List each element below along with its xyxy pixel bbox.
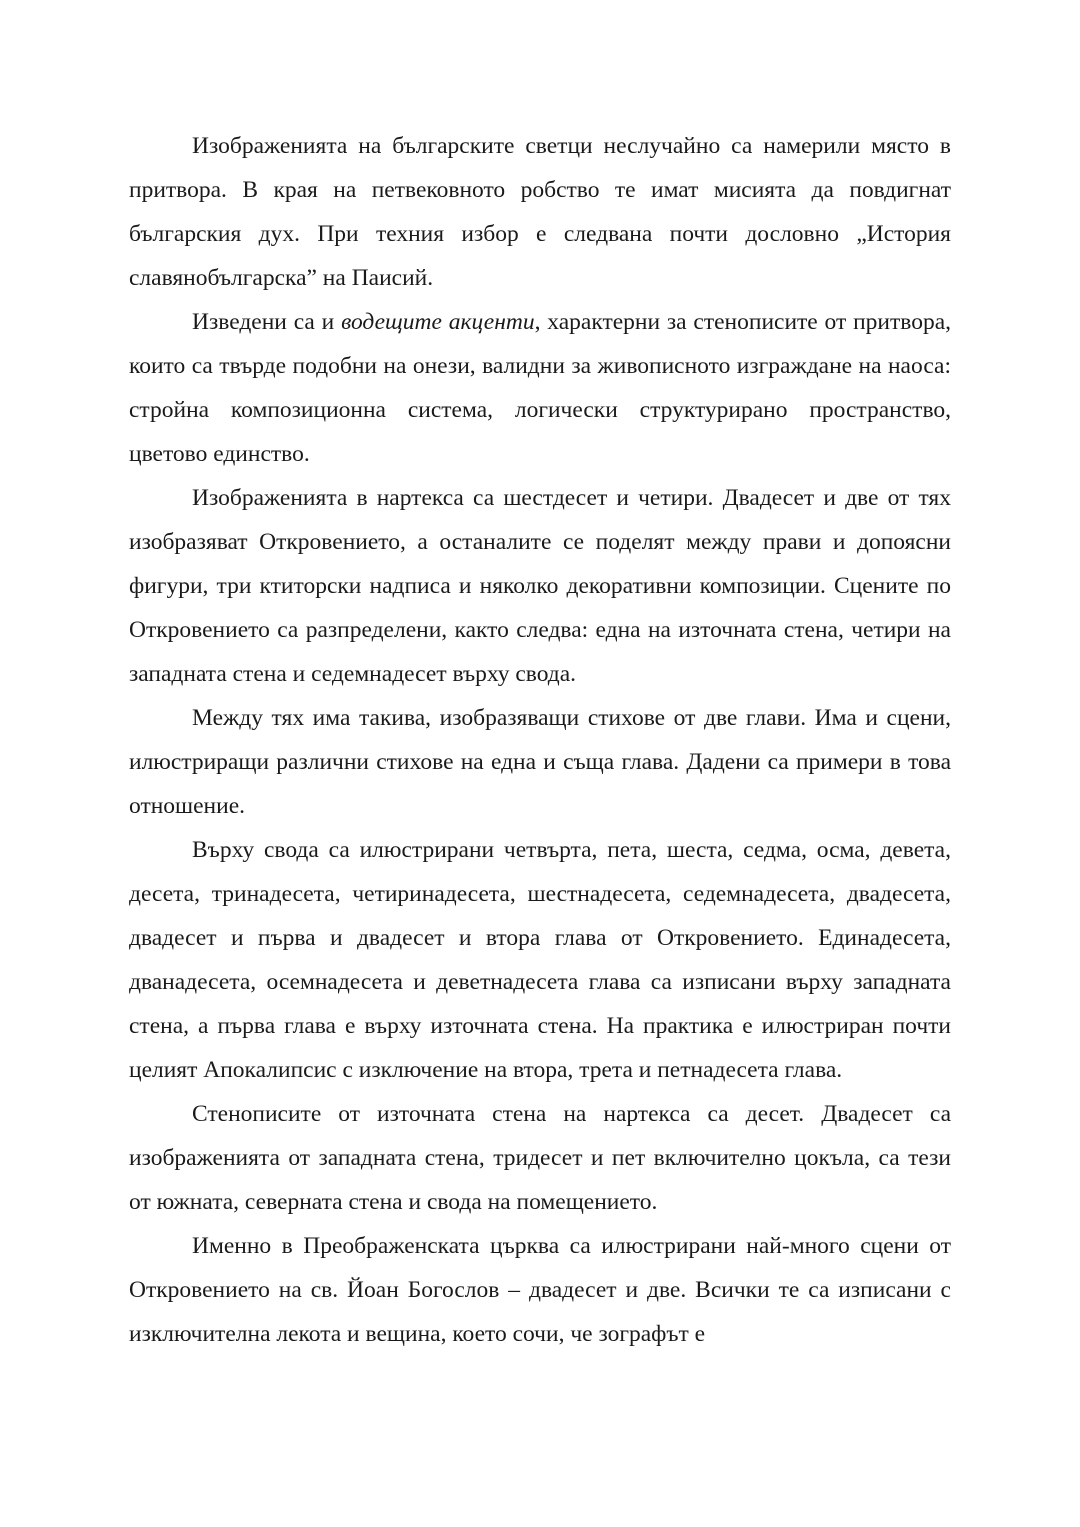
paragraph-2-lead: Изведени са и [192,309,342,335]
paragraph-5: Върху свода са илюстрирани четвърта, пета, шеста, седма, осма, девета, десета, тринадесета, четиринадесета, шестнадесета, седемнадесета, двадесета, двадесет и първа и двадесет и втора глава от Откровението. Единадесета, дванадесета, осемнадесета и деветнадесета глава са изписани върху западната стена, а първа глава е върху източната стена. На практика е илюстриран почти целият Апокалипсис с изключение на втора, трета и петнадесета глава. [129,837,951,1083]
paragraph-1: Изображенията на българските светци неслучайно са намерили място в притвора. В края на петвековното робство те имат мисията да повдигнат българския дух. При техния избор е следвана почти дословно „История славянобългарска” на Паисий. [129,133,951,291]
paragraph-3: Изображенията в нартекса са шестдесет и четири. Двадесет и две от тях изобразяват Откровението, а останалите се поделят между прави и допоясни фигури, три ктиторски надписа и няколко декоративни композиции. Сцените по Откровението са разпределени, както следва: една на източната стена, четири на западната стена и седемнадесет върху свода. [129,485,951,687]
paragraph-2 [129,300,951,476]
paragraph-7: Именно в Преображенската църква са илюстрирани най-много сцени от Откровението на св. Йоан Богослов – двадесет и две. Всички те са изписани с изключителна лекота и вещина, което сочи, че зографът е [129,1233,951,1347]
paragraph-6: Стенописите от източната стена на нартекса са десет. Двадесет са изображенията от западната стена, тридесет и пет включително цокъла, са тези от южната, северната стена и свода на помещението. [129,1101,951,1215]
paragraph-4: Между тях има такива, изобразяващи стихове от две глави. Има и сцени, илюстриращи различни стихове на една и съща глава. Дадени са примери в това отношение. [129,705,951,819]
paragraph-2-emphasis: водещите акценти [341,309,535,335]
document-body [129,124,951,1356]
paragraph-2-rest: , характерни за стенописите от притвора, които са твърде подобни на онези, валидни за живописното изграждане на наоса: стройна композиционна система, логически структурирано пространство, цветово единство. [129,309,951,467]
